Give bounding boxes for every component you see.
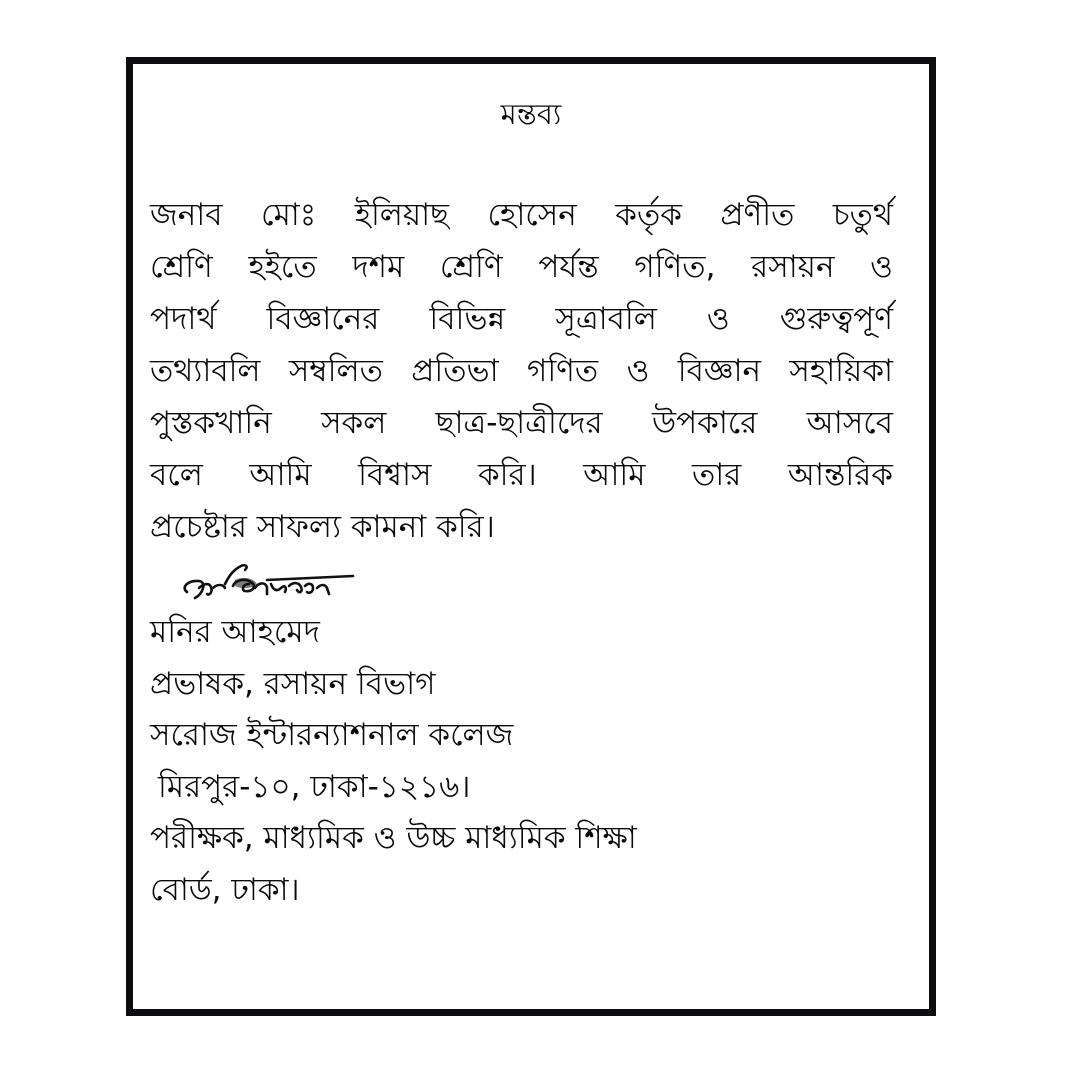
paragraph-line: তথ্যাবলি সম্বলিত প্রতিভা গণিত ও বিজ্ঞান সহায়িকা [150, 353, 893, 389]
paragraph-line: পুস্তকখানি সকল ছাত্র-ছাত্রীদের উপকারে আসবে [150, 405, 893, 441]
paragraph-line: জনাব মোঃ ইলিয়াছ হোসেন কর্তৃক প্রণীত চতুর্থ [150, 197, 893, 233]
comment-paragraph [150, 189, 893, 553]
page-title: মন্তব্য [500, 97, 562, 131]
signatory-institution: সরোজ ইন্টারন্যাশনাল কলেজ [150, 717, 514, 753]
signatory-designation: প্রভাষক, রসায়ন বিভাগ [150, 665, 436, 702]
paragraph-line: প্রচেষ্টার সাফল্য কামনা করি। [150, 509, 495, 545]
signature-block [150, 607, 910, 916]
signatory-name: মনির আহমেদ [150, 614, 320, 650]
paragraph-line: শ্রেণি হইতে দশম শ্রেণি পর্যন্ত গণিত, রসায়ন ও [150, 249, 893, 285]
signatory-examiner-line: বোর্ড, ঢাকা। [150, 871, 300, 908]
signatory-examiner-line: পরীক্ষক, মাধ্যমিক ও উচ্চ মাধ্যমিক শিক্ষা [150, 820, 637, 856]
handwritten-signature-icon [173, 554, 363, 614]
comment-page-frame [126, 57, 936, 1016]
paragraph-line: বলে আমি বিশ্বাস করি। আমি তার আন্তরিক [150, 457, 893, 493]
paragraph-line: পদার্থ বিজ্ঞানের বিভিন্ন সূত্রাবলি ও গুরুত্বপূর্ণ [150, 301, 893, 337]
signatory-address: মিরপুর-১০, ঢাকা-১২১৬। [158, 768, 471, 805]
